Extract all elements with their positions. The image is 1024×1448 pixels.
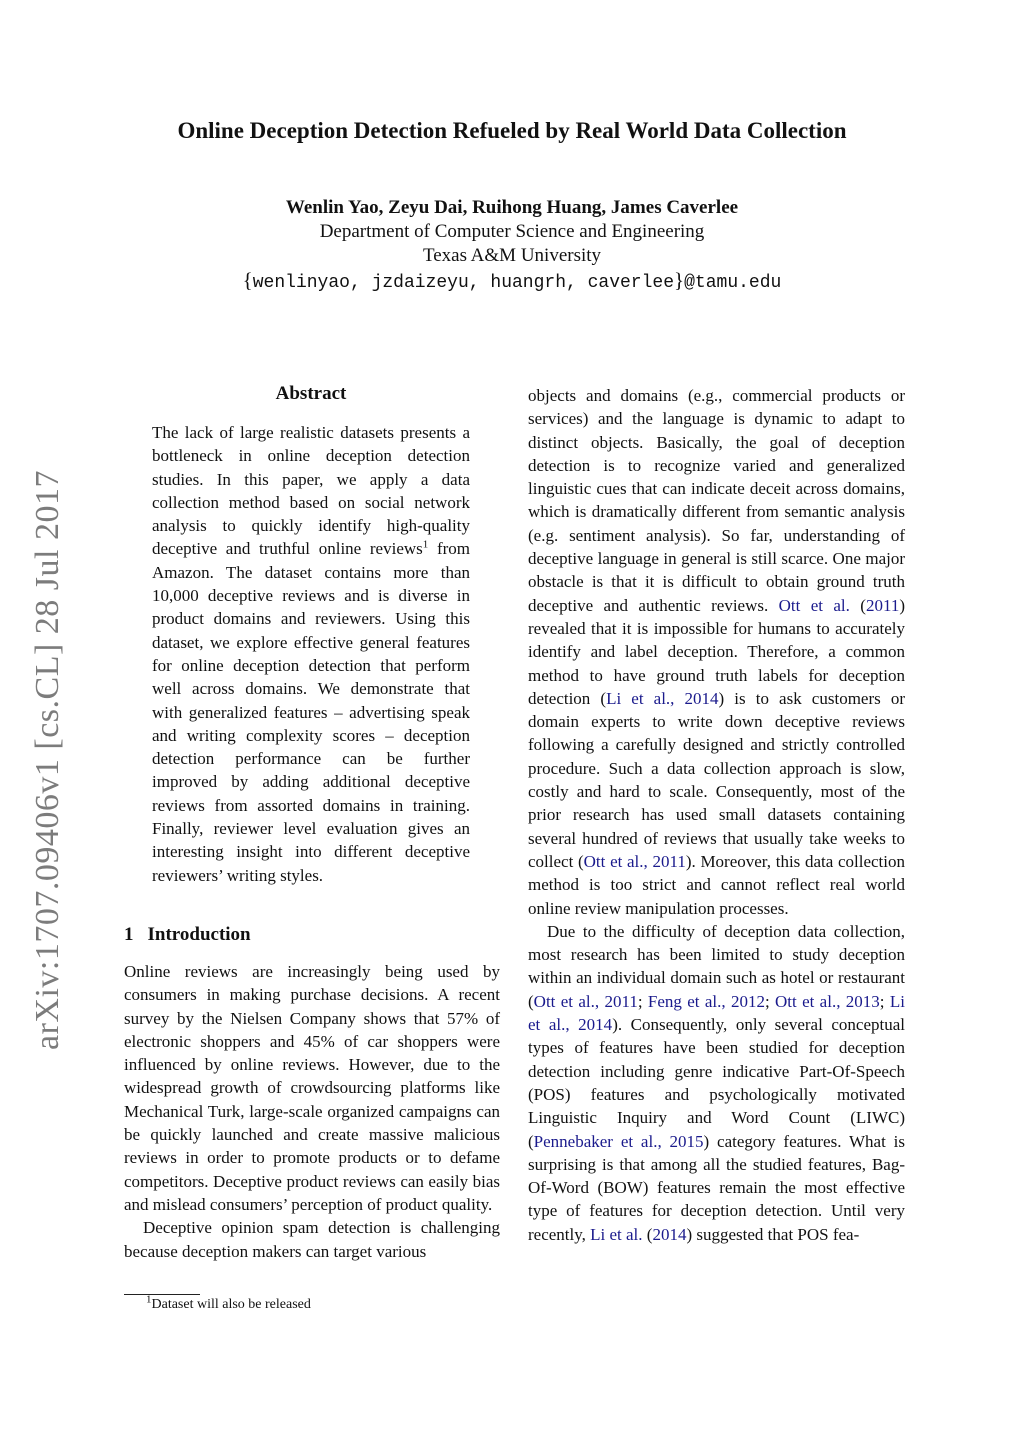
- abstract-text-part2: from Amazon. The dataset contains more than 10,000 deceptive reviews and is diverse in product domains and reviewers. Using this dataset, we explore effective general features for online deception detection that perform well across domains. We demonstrate that with generalized features – advertising speak and writing complexity scores – deception detection performance can be further improved by adding additional deceptive reviews from assorted domains in training. Finally, reviewer level evaluation gives an interesting insight into different deceptive reviewers’ writing styles.: [152, 539, 470, 885]
- citation-li-2014[interactable]: Li et al., 2014: [528, 991, 905, 1035]
- section-heading-introduction: [124, 924, 251, 946]
- email-domain: @tamu.edu: [684, 273, 782, 293]
- footnote-marker[interactable]: 1: [422, 538, 429, 551]
- university: Texas A&M University: [422, 245, 602, 266]
- citation-ott-2011[interactable]: Ott et al.: [778, 595, 850, 615]
- intro-right-column: [528, 384, 905, 1246]
- citation-feng-2012[interactable]: Feng et al., 2012: [647, 991, 765, 1011]
- citation-ott-2011[interactable]: Ott et al., 2011: [533, 991, 638, 1011]
- email-brace-close: }: [674, 268, 685, 292]
- author-emails: [0, 268, 1024, 293]
- section-number: 1: [124, 924, 134, 945]
- paper-title: Online Deception Detection Refueled by Real World Data Collection: [177, 118, 847, 143]
- department: Department of Computer Science and Engineering: [319, 221, 705, 242]
- intro-paragraph-2-start: Deceptive opinion spam detection is challenging because deception makers can target various: [124, 1218, 500, 1261]
- intro-paragraph-3: Due to the difficulty of deception data collection, most research has been limited to study deception within an individual domain such as hotel or restaurant (Ott et al., 2011; Feng et al., 2012; Ott et al., 2013; Li et al., 2014). Consequently, only several conceptual types of features have been studied for deception detection including genre indicative Part-Of-Speech (POS) features and psychologically motivated Linguistic Inquiry and Word Count (LIWC) (Pennebaker et al., 2015) category features. What is surprising is that among all the studied features, Bag-Of-Word (BOW) features remain the most effective type of features for deception detection. Until very recently, Li et al. (2014) suggested that POS fea-: [528, 921, 905, 1244]
- abstract-text-part1: The lack of large realistic datasets presents a bottleneck in online deception detection studies. In this paper, we apply a data collection method based on social network analysis to quickly identify high-quality deceptive and truthful online reviews: [152, 423, 470, 559]
- citation-year-2011[interactable]: 2011: [865, 595, 900, 615]
- citation-li-2014[interactable]: Li et al., 2014: [606, 688, 719, 708]
- footnote-number: 1: [146, 1293, 152, 1306]
- citation-li-et-al[interactable]: Li et al.: [590, 1224, 643, 1244]
- footnote-rule: [124, 1294, 200, 1295]
- intro-paragraph-2-cont: objects and domains (e.g., commercial products or services) and the language is dynamic to adapt to distinct objects. Basically, the goal of deception detection is to recognize varied and generalized linguistic cues that can indicate deceit across domains, which is dramatically different from semantic analysis (e.g. sentiment analysis). So far, understanding of deceptive language in general is still scarce. One major obstacle is that it is difficult to obtain ground truth deceptive and authentic reviews. Ott et al. (2011) revealed that it is impossible for humans to accurately identify and label deception. Therefore, a common method to have ground truth labels for deception detection (Li et al., 2014) is to ask customers or domain experts to write down deceptive reviews following a carefully designed and strictly controlled procedure. Such a data collection approach is slow, costly and hard to scale. Consequently, most of the prior research has used small datasets containing several hundred of reviews that usually take weeks to collect (Ott et al., 2011). Moreover, this data collection method is too strict and cannot reflect real world online review manipulation processes.: [528, 386, 906, 918]
- email-brace-open: {: [242, 268, 253, 292]
- citation-pennebaker-2015[interactable]: Pennebaker et al., 2015: [533, 1131, 704, 1151]
- intro-paragraph-1: Online reviews are increasingly being used by consumers in making purchase decisions. A recent survey by the Nielsen Company shows that 57% of electronic shoppers and 45% of car shoppers were influenced by online reviews. However, due to the widespread growth of crowdsourcing platforms like Mechanical Turk, large-scale organized campaigns can be quickly launched and create massive malicious reviews in order to promote products or to defame competitors. Deceptive product reviews can easily bias and mislead consumers’ perception of product quality.: [124, 962, 500, 1214]
- footnote-text: Dataset will also be released: [151, 1297, 311, 1312]
- footnote: [146, 1293, 311, 1313]
- section-title: Introduction: [147, 924, 251, 945]
- abstract-body: [152, 421, 470, 887]
- abstract-heading: Abstract: [275, 383, 347, 404]
- arxiv-identifier: arXiv:1707.09406v1 [cs.CL] 28 Jul 2017: [29, 470, 66, 1050]
- citation-year-2014[interactable]: 2014: [652, 1224, 687, 1244]
- citation-ott-2013[interactable]: Ott et al., 2013: [775, 991, 880, 1011]
- citation-ott-2011[interactable]: Ott et al., 2011: [583, 851, 686, 871]
- intro-left-column: [124, 960, 500, 1263]
- author-list: Wenlin Yao, Zeyu Dai, Ruihong Huang, James Caverlee: [285, 197, 739, 218]
- email-names: wenlinyao, jzdaizeyu, huangrh, caverlee: [252, 273, 675, 293]
